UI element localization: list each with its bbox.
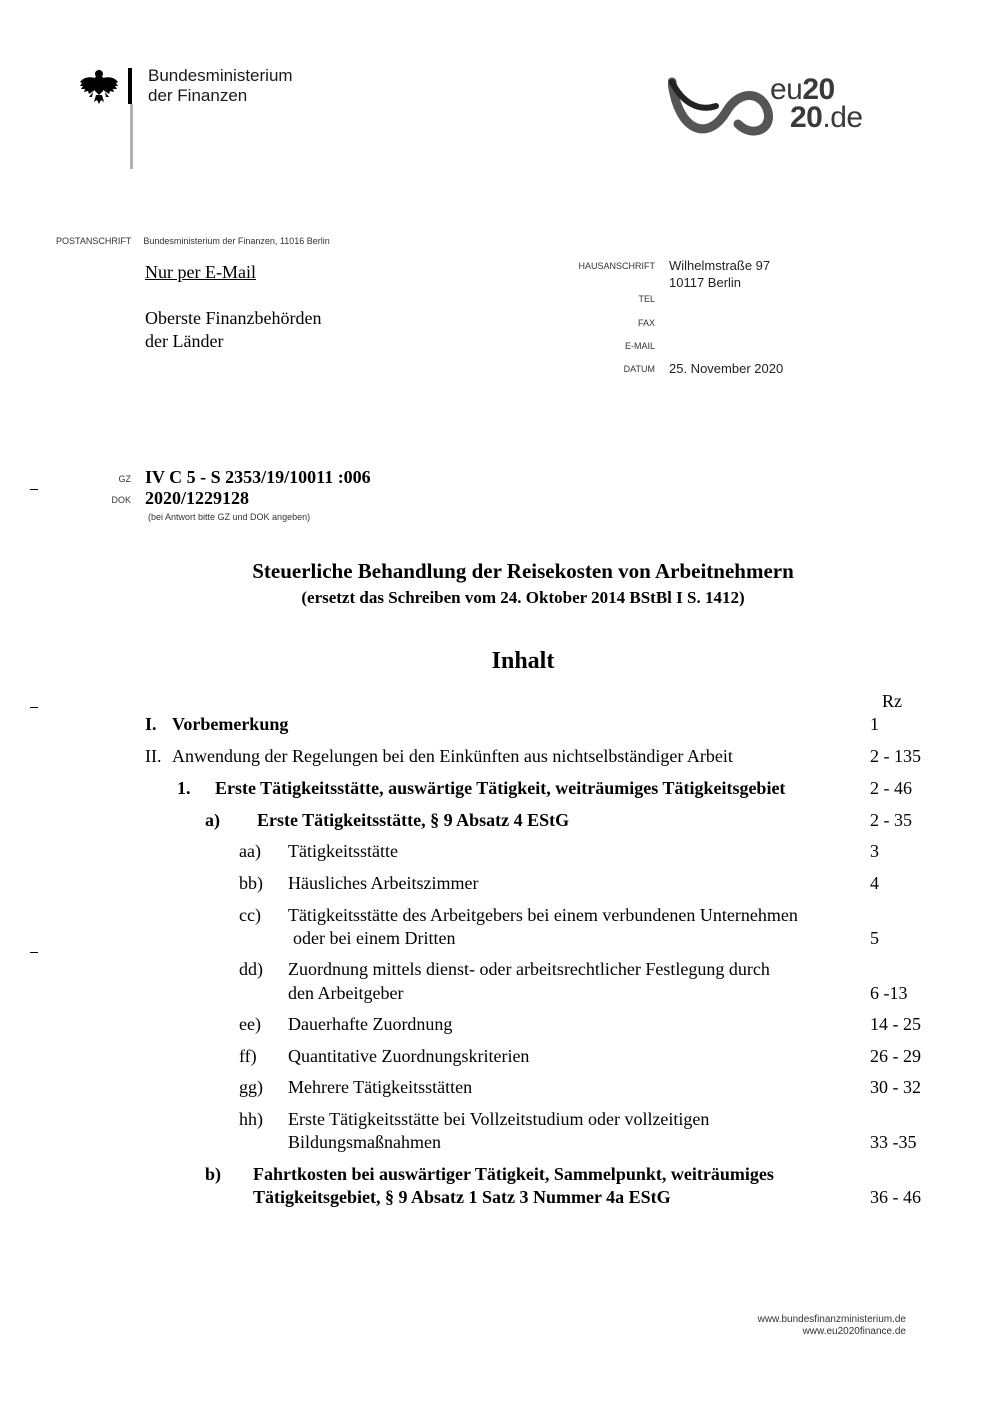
toc-ff-number: ff) [239,1046,257,1066]
date-label: DATUM [623,364,655,374]
toc-s1-number: 1. [177,778,191,798]
toc-ff-rz: 26 - 29 [870,1046,921,1066]
address-line2: 10117 Berlin [669,275,742,290]
toc-bb-number: bb) [239,873,263,893]
gz-label: GZ [118,474,131,484]
recipient-line2: der Länder [145,331,224,351]
footer-url-2: www.eu2020finance.de [802,1326,906,1337]
toc-ee-rz: 14 - 25 [870,1014,921,1034]
toc-ff-text: Quantitative Zuordnungskriterien [288,1046,530,1066]
toc-aa-number: aa) [239,841,261,861]
eu2020-logo-text [770,73,863,134]
address-line1: Wilhelmstraße 97 [669,258,771,273]
toc-i-text: Vorbemerkung [172,714,289,734]
ministry-name-line2: der Finanzen [148,86,248,105]
footer-url-1: www.bundesfinanzministerium.de [757,1314,906,1325]
fold-mark-middle [30,707,38,708]
ministry-name-line1: Bundesministerium [148,66,293,85]
rz-column-header: Rz [882,691,902,711]
toc-ii-text: Anwendung der Regelungen bei den Einkünften aus nichtselbständiger Arbeit [172,746,733,766]
toc-dd-text-line2: den Arbeitgeber [288,983,404,1003]
toc-hh-text-line2: Bildungsmaßnahmen [288,1132,441,1152]
toc-hh-number: hh) [239,1109,263,1129]
dok-value: 2020/1229128 [145,488,250,508]
toc-ii-rz: 2 - 135 [870,746,921,766]
postal-label: POSTANSCHRIFT [56,236,132,246]
toc-cc-rz: 5 [870,928,879,948]
date-value: 25. November 2020 [669,361,784,376]
toc-s1-text: Erste Tätigkeitsstätte, auswärtige Tätigkeit, weiträumiges Tätigkeitsgebiet [215,778,786,798]
fold-mark-top [30,489,38,490]
postal-sender: Bundesministerium der Finanzen, 11016 Berlin [143,236,330,246]
toc-aa-text: Tätigkeitsstätte [288,841,398,861]
document-subtitle: (ersetzt das Schreiben vom 24. Oktober 2014 BStBl I S. 1412) [301,588,745,607]
toc-ee-number: ee) [239,1014,261,1034]
toc-dd-text-line1: Zuordnung mittels dienst- oder arbeitsrechtlicher Festlegung durch [288,959,770,979]
federal-eagle-icon [78,66,120,108]
eu-logo-eu: eu [770,73,803,106]
toc-a-rz: 2 - 35 [870,810,912,830]
toc-i-number: I. [145,714,157,734]
toc-b-rz: 36 - 46 [870,1187,921,1207]
toc-ii-number: II. [145,746,162,766]
eu-logo-de: .de [822,101,863,134]
fax-label: FAX [637,318,655,328]
dok-label: DOK [111,495,131,505]
toc-a-number: a) [205,810,220,830]
delivery-method: Nur per E-Mail [145,262,256,282]
toc-cc-number: cc) [239,905,261,925]
eu2020-swirl-icon [668,72,778,142]
toc-hh-rz: 33 -35 [870,1132,917,1152]
toc-bb-text: Häusliches Arbeitszimmer [288,873,479,893]
fold-mark-bottom [30,952,38,953]
toc-dd-number: dd) [239,959,263,979]
toc-hh-text-line1: Erste Tätigkeitsstätte bei Vollzeitstudium oder vollzeitigen [288,1109,710,1129]
email-label: E-MAIL [624,341,655,351]
toc-gg-rz: 30 - 32 [870,1077,921,1097]
reference-note: (bei Antwort bitte GZ und DOK angeben) [148,512,311,522]
toc-b-text-line2: Tätigkeitsgebiet, § 9 Absatz 1 Satz 3 Nummer 4a EStG [253,1187,671,1207]
toc-heading: Inhalt [491,648,555,674]
toc-a-text: Erste Tätigkeitsstätte, § 9 Absatz 4 EStG [257,810,570,830]
logo-bar-black [128,68,132,104]
address-label: HAUSANSCHRIFT [578,261,655,271]
toc-s1-rz: 2 - 46 [870,778,912,798]
toc-b-number: b) [205,1164,222,1184]
document-title: Steuerliche Behandlung der Reisekosten von Arbeitnehmern [252,559,794,583]
eu-logo-20a: 20 [802,73,835,106]
toc-aa-rz: 3 [870,841,879,861]
postal-line [56,236,330,246]
gz-value: IV C 5 - S 2353/19/10011 :006 [145,467,371,487]
toc-gg-number: gg) [239,1077,263,1097]
toc-bb-rz: 4 [870,873,879,893]
logo-bar-gray [130,104,133,169]
toc-i-rz: 1 [870,714,879,734]
ministry-name [148,66,293,106]
eu-logo-20b: 20 [790,101,823,134]
toc-cc-text-line1: Tätigkeitsstätte des Arbeitgebers bei einem verbundenen Unternehmen [288,905,798,925]
toc-dd-rz: 6 -13 [870,983,908,1003]
toc-cc-text-line2: oder bei einem Dritten [293,928,456,948]
toc-gg-text: Mehrere Tätigkeitsstätten [288,1077,473,1097]
toc-ee-text: Dauerhafte Zuordnung [288,1014,453,1034]
toc-b-text-line1: Fahrtkosten bei auswärtiger Tätigkeit, Sammelpunkt, weiträumiges [253,1164,774,1184]
recipient-line1: Oberste Finanzbehörden [145,308,322,328]
tel-label: TEL [638,294,655,304]
